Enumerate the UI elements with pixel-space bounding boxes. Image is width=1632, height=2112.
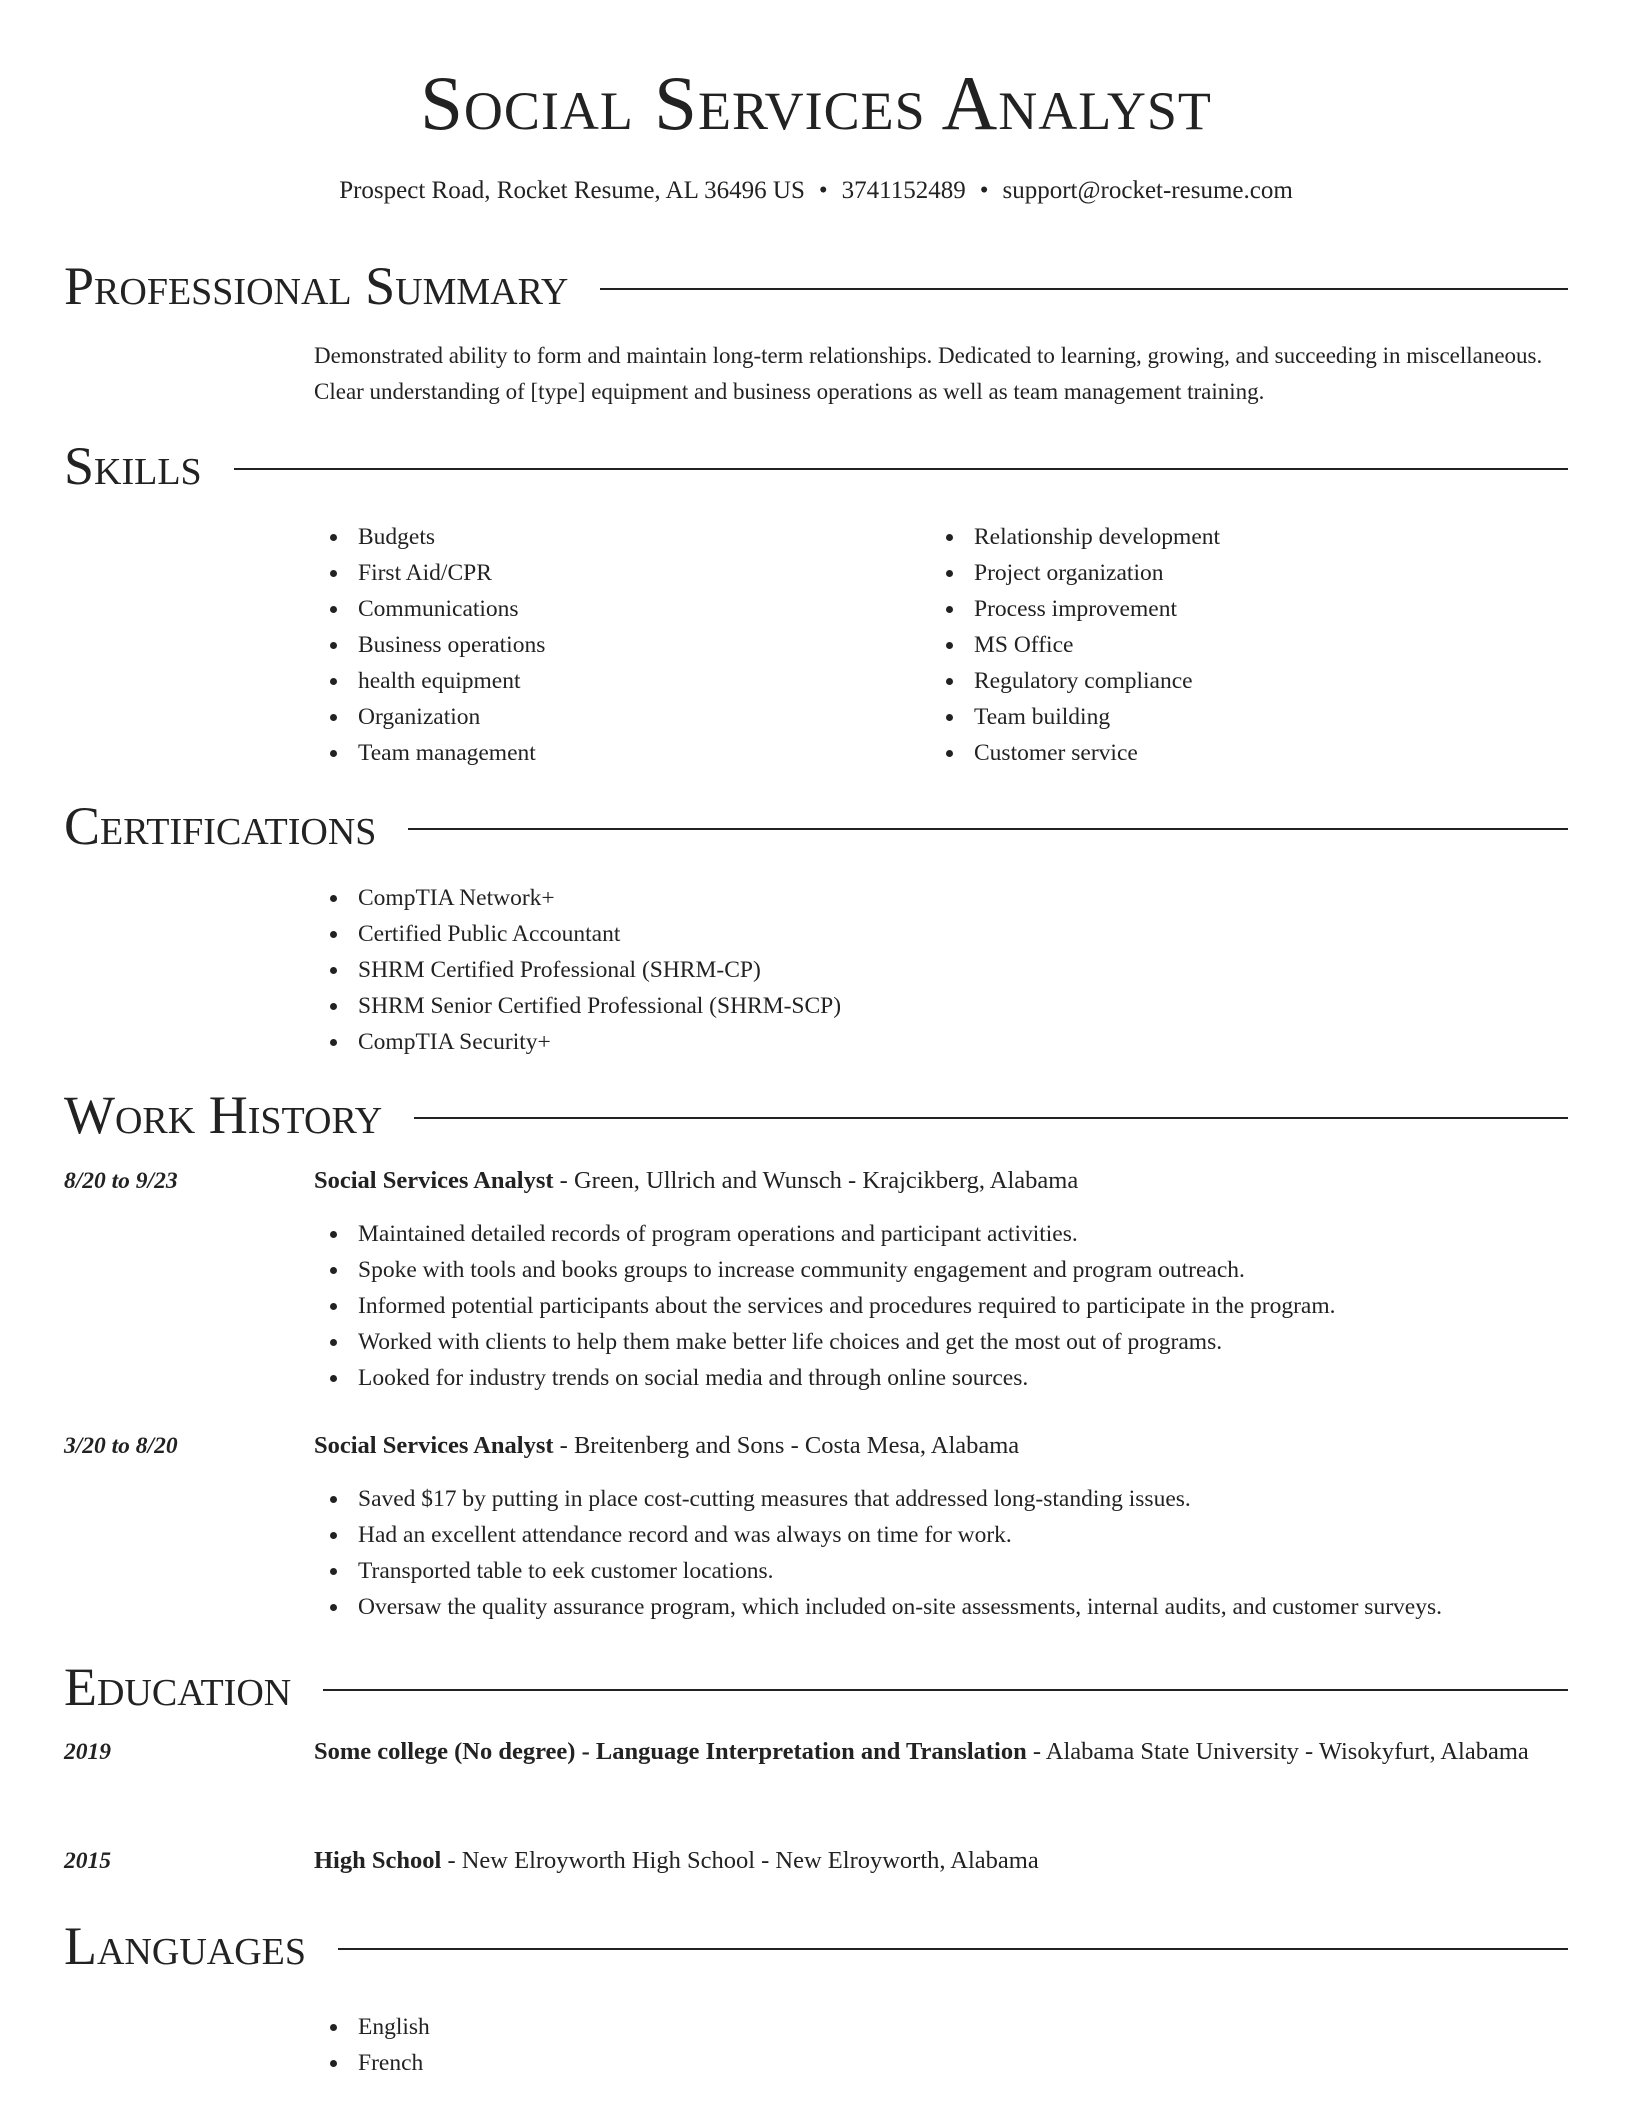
languages-list: [314, 2009, 430, 2081]
job-employer: - Breitenberg and Sons - Costa Mesa, Alabama: [553, 1432, 1020, 1459]
skill-item: Team building: [930, 699, 1220, 735]
section-divider: [338, 1948, 1568, 1950]
skills-list-right: [930, 519, 1220, 771]
education-entry: [314, 1732, 1574, 1772]
section-divider: [414, 1117, 1568, 1119]
education-school: - Alabama State University - Wisokyfurt, Alabama: [1026, 1738, 1529, 1765]
section-divider: [234, 468, 1568, 470]
job-heading: [314, 1426, 1574, 1466]
job-bullet: Oversaw the quality assurance program, which included on-site assessments, internal audits, and customer surveys.: [314, 1589, 1442, 1625]
skill-item: First Aid/CPR: [314, 555, 545, 591]
job-bullets: [314, 1481, 1442, 1625]
education-school: - New Elroyworth High School - New Elroyworth, Alabama: [441, 1847, 1039, 1874]
skill-item: Business operations: [314, 627, 545, 663]
section-title: Work History: [64, 1085, 383, 1145]
job-dates: 8/20 to 9/23: [64, 1168, 178, 1194]
skill-item: Project organization: [930, 555, 1220, 591]
section-title: Languages: [64, 1916, 306, 1976]
section-header-skills: [64, 436, 1568, 496]
skill-item: Relationship development: [930, 519, 1220, 555]
skill-item: Customer service: [930, 735, 1220, 771]
job-bullet: Maintained detailed records of program operations and participant activities.: [314, 1216, 1336, 1252]
contact-separator: •: [979, 177, 989, 204]
skill-item: Communications: [314, 591, 545, 627]
section-divider: [600, 288, 1568, 290]
job-heading: [314, 1161, 1574, 1201]
language-item: English: [314, 2009, 430, 2045]
certifications-list: [314, 880, 841, 1060]
job-bullets: [314, 1216, 1336, 1396]
certification-item: SHRM Senior Certified Professional (SHRM-SCP): [314, 988, 841, 1024]
section-divider: [408, 828, 1568, 830]
certification-item: CompTIA Network+: [314, 880, 841, 916]
certification-item: CompTIA Security+: [314, 1024, 841, 1060]
skill-item: Team management: [314, 735, 545, 771]
education-degree: High School: [314, 1847, 442, 1874]
skill-item: Organization: [314, 699, 545, 735]
skills-list-left: [314, 519, 545, 771]
job-bullet: Worked with clients to help them make better life choices and get the most out of programs.: [314, 1324, 1336, 1360]
candidate-name: Social Services Analyst: [420, 60, 1212, 146]
skill-item: MS Office: [930, 627, 1220, 663]
section-header-work-history: [64, 1085, 1568, 1145]
education-year: 2019: [64, 1739, 111, 1765]
section-header-education: [64, 1657, 1568, 1717]
education-entry: [314, 1841, 1574, 1881]
section-title: Certifications: [64, 796, 377, 856]
language-item: French: [314, 2045, 430, 2081]
summary-text: Demonstrated ability to form and maintain long-term relationships. Dedicated to learning, growing, and succeeding in miscellaneous. Clear understanding of [type] equipment and business operations as well as team management training.: [314, 343, 1543, 404]
contact-email: support@rocket-resume.com: [1002, 177, 1293, 204]
certification-item: Certified Public Accountant: [314, 916, 841, 952]
certification-item: SHRM Certified Professional (SHRM-CP): [314, 952, 841, 988]
job-bullet: Saved $17 by putting in place cost-cutting measures that addressed long-standing issues.: [314, 1481, 1442, 1517]
section-title: Education: [64, 1657, 292, 1717]
contact-address: Prospect Road, Rocket Resume, AL 36496 US: [339, 177, 805, 204]
section-divider: [323, 1689, 1568, 1691]
job-employer: - Green, Ullrich and Wunsch - Krajcikberg, Alabama: [553, 1167, 1079, 1194]
job-title: Social Services Analyst: [314, 1432, 554, 1459]
skill-item: Regulatory compliance: [930, 663, 1220, 699]
job-title: Social Services Analyst: [314, 1167, 554, 1194]
education-degree: Some college (No degree) - Language Interpretation and Translation: [314, 1738, 1027, 1765]
education-year: 2015: [64, 1848, 111, 1874]
job-bullet: Had an excellent attendance record and was always on time for work.: [314, 1517, 1442, 1553]
job-bullet: Looked for industry trends on social media and through online sources.: [314, 1360, 1336, 1396]
job-bullet: Transported table to eek customer locations.: [314, 1553, 1442, 1589]
section-header-languages: [64, 1916, 1568, 1976]
section-header-certifications: [64, 796, 1568, 856]
contact-phone: 3741152489: [841, 177, 966, 204]
section-title: Professional Summary: [64, 256, 569, 316]
job-bullet: Informed potential participants about the services and procedures required to participate in the program.: [314, 1288, 1336, 1324]
contact-line: [0, 174, 1632, 208]
job-dates: 3/20 to 8/20: [64, 1433, 178, 1459]
section-header-summary: [64, 256, 1568, 316]
skill-item: Process improvement: [930, 591, 1220, 627]
section-title: Skills: [64, 436, 202, 496]
skill-item: Budgets: [314, 519, 545, 555]
skill-item: health equipment: [314, 663, 545, 699]
contact-separator: •: [818, 177, 828, 204]
job-bullet: Spoke with tools and books groups to increase community engagement and program outreach.: [314, 1252, 1336, 1288]
